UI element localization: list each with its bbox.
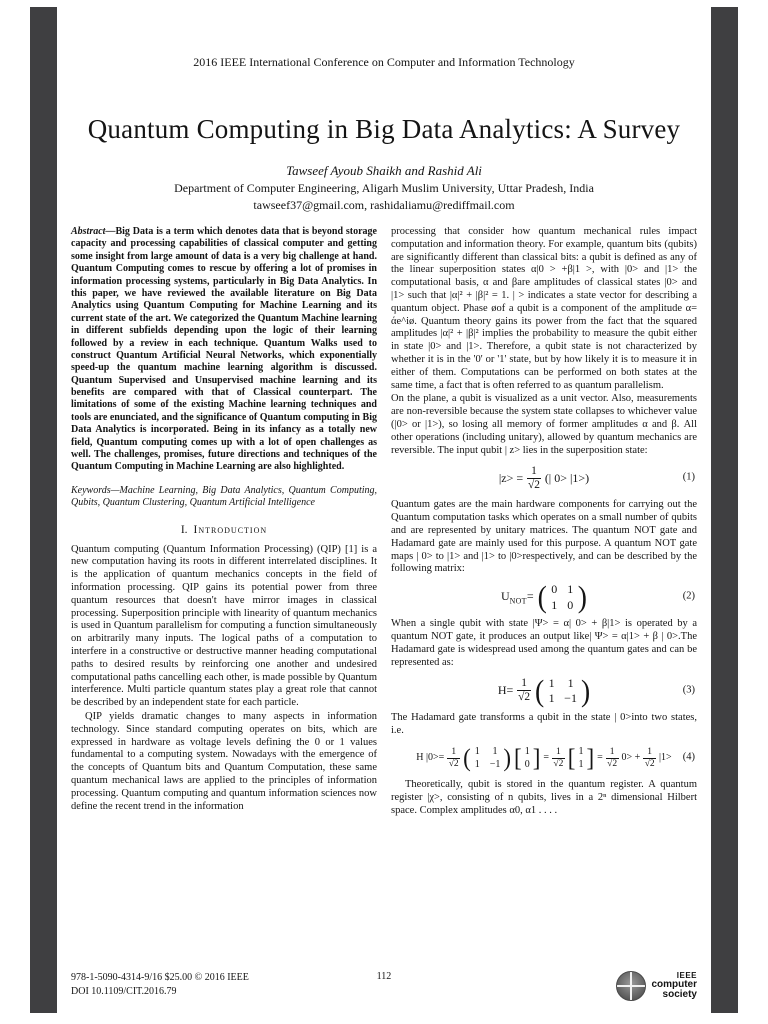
- equation-4: [391, 743, 697, 773]
- paper-title: Quantum Computing in Big Data Analytics: A Survey: [87, 114, 681, 144]
- eq4-vector-2: 1 1: [578, 745, 584, 770]
- affiliation-line: Department of Computer Engineering, Aligarh Muslim University, Uttar Pradesh, India: [174, 181, 594, 195]
- left-paren: (: [537, 579, 547, 615]
- keywords: Keywords—Machine Learning, Big Data Analytics, Quantum Computing, Qubits, Quantum Clustering, Quantum Artificial Intelligence: [71, 484, 377, 509]
- viewer-background-right: [711, 7, 738, 1013]
- left-bracket: [: [567, 743, 576, 772]
- abstract: [71, 226, 377, 474]
- ieee-cs-emblem-icon: [616, 971, 646, 1001]
- ieee-computer-society-logo: [616, 971, 697, 1001]
- eq3-matrix: 1 1 1 −1: [548, 675, 577, 706]
- eq1-rhs: (| 0> |1>): [544, 471, 590, 486]
- equation-1-number: (1): [682, 471, 695, 483]
- eq1-lhs: |z> =: [498, 471, 524, 486]
- equation-4-number: (4): [682, 752, 695, 764]
- equation-1: [391, 463, 697, 493]
- left-bracket: [: [514, 743, 522, 772]
- logo-society-text: society: [662, 989, 697, 1000]
- footer-right-block: [459, 971, 697, 1001]
- right-paragraph-1: processing that consider how quantum mechanical rules impact computation and information theory. For example, quantum bits (qubits) are significantly different than classical bits: a qubit is defined as any of the linear superposition states α|0 > +β|1 >, with |0> and |1> the computational basis, α and βare amplitudes of classical states |0> and |1> such that |α|² + |β|² = 1. | > indicates a state vector for describing a quantum object. Phase øof a qubit is a component of the amplitude α= άe^iø. Quantum theory gains its power from the fact that the squared amplitudes |α|² + |β|² implies the probability to measure the qubit either in state |0> and |1>. Therefore, a qubit state is not characterized by whether it is in the '0' or '1' state, but by how likely it is to measure it in either of them. Computations can be performed on both states at the same time, a fact that is often referred to as quantum parallelism.: [391, 226, 697, 391]
- equation-1-body: [499, 465, 589, 492]
- section-number: I.: [180, 523, 188, 536]
- right-paragraph-6: Theoretically, qubit is stored in the quantum register. A quantum register |χ>, consisting of n qubits, lives in a 2ⁿ dimensional Hilbert space. Complex amplitudes α0, α1 . . . .: [391, 779, 697, 816]
- abstract-text: Big Data is a term which denotes data that is beyond storage capacity and processing capabilities of classical computer and getting some insight from large amount of data is a very big challenge at hand. Quantum Computing comes to rescue by offering a lot of promises in information processing systems, particularly in Big Data Analytics. In this paper, we have reviewed the available literature on Big Data Analytics using Quantum Computing for Machine Learning and its current state of the art. We categorized the Quantum Machine learning in different subfields depending upon the logic of their learning followed by a review in each technique. Quantum Walks used to construct Quantum Artificial Neural Networks, which exponentially speed-up the quantum machine learning algorithm is discussed. Quantum Supervised and Unsupervised machine learning and its benefits are compared with that of Classical counterpart. The limitations of some of the existing Machine learning techniques and tools are enunciated, and the significance of Quantum computing in Big Data Analytics is incorporated. Being in its infancy as a totally new field, Quantum computing comes up with a lot of open challenges as well. The challenges, promises, future directions and techniques of the Quantum Computing in Machine Learning are also highlighted.: [71, 226, 377, 473]
- equals-sign: =: [597, 752, 603, 764]
- two-column-body: [71, 226, 697, 818]
- right-paren: ): [580, 672, 591, 708]
- equation-3-body: [497, 672, 591, 708]
- eq4-matrix: 1 1 1 −1: [474, 745, 501, 770]
- footer-copyright: 978-1-5090-4314-9/16 $25.00 © 2016 IEEE: [71, 972, 249, 983]
- equation-2-body: [500, 579, 587, 615]
- eq3-fraction: $\frac{1}{√2}$: [518, 677, 531, 704]
- section-title: Introduction: [193, 523, 268, 536]
- equation-3-number: (3): [682, 684, 695, 696]
- eq4-term-1: 0> +: [621, 752, 641, 764]
- author-emails: tawseef37@gmail.com, rashidaliamu@rediffmail.com: [253, 198, 515, 212]
- eq2-lhs: $U_{NOT}=$: [500, 588, 534, 606]
- right-paragraph-2: On the plane, a qubit is visualized as a unit vector. Also, measurements are non-reversible because the system state collapses to whichever value (|0> or |1>), so losing all memory of former amplitudes α and β. All other operations (including unitary), allowed by quantum mechanics are reversible. The input qubit | z> lies in the superposition state:: [391, 393, 697, 456]
- logo-ieee-text: IEEE: [676, 971, 697, 980]
- equals-sign: =: [543, 752, 550, 764]
- right-paragraph-4: When a single qubit with state |Ψ> = α| 0> + β|1> is operated by a quantum NOT gate, it produces an output like| Ψ> = α|1> + β | 0>.The Hadamard gate is widespread used among the quantum gates and can be represented as:: [391, 618, 697, 668]
- section-heading-introduction: [71, 523, 377, 537]
- intro-paragraph-1: Quantum computing (Quantum Information Processing) (QIP) [1] is a new computation having its roots in different interrelated disciplines. It is the application of quantum mechanics concepts in the field of information processing. QIP gains its potential power from three quantum resources that doesn't have mirror images in classical processing. Superposition principle with linearity of quantum mechanics is used in Quantum parallelism for computing a function simultaneously on arbitrarily many inputs. The logical paths of a computation to interfere in a constructive or destructive manner heading computational paths to desired results by reinforcing one another and undesired computational paths cancelling each other, is made possible by Quantum interference. Multi particle quantum states play a great role that cannot be described by an independent state for each particle.: [71, 543, 377, 709]
- intro-paragraph-2: QIP yields dramatic changes to many aspects in information technology. Since standard computing operates on bits, which are expressed in hardware as voltage levels defining the 0 or 1 values fundamental to a computing system. Nowadays with the emergence of the concepts of Quantum bits and Quantum Computation, these same quantum mechanical laws are applied to the principles of information processing. Quantum computing and quantum information sciences now define the recent trend in the information: [71, 710, 377, 812]
- eq4-vector-1: 1 0: [524, 745, 530, 770]
- right-paren: ): [577, 579, 587, 615]
- eq4-term-2: |1>: [659, 752, 672, 764]
- left-column: [71, 226, 377, 818]
- eq1-fraction: $\frac{1}{√2}$: [527, 464, 540, 491]
- eq2-matrix: 0 1 1 0: [551, 582, 574, 612]
- right-paragraph-5: The Hadamard gate transforms a qubit in the state | 0>into two states, i.e.: [391, 711, 697, 736]
- paper-page: [57, 7, 711, 1013]
- equation-2: [391, 579, 697, 615]
- right-column: [391, 226, 697, 818]
- right-paragraph-3: Quantum gates are the main hardware components for carrying out the Quantum computation tasks which operates on a small number of qubits and are represented by unitary matrices. The quantum NOT gate and Hadamard gate are mainly used for this purpose. A quantum NOT gate maps | 0> to |1> and |1> to |0>respectively, and can be described by the following matrix:: [391, 499, 697, 575]
- left-paren: (: [534, 672, 545, 708]
- equation-4-body: H |0>= $\frac{1}{√2}$ ( 1 1 1 −1 ) [ 1 0 ] = $\frac{1}{√2}$ [ 1 1 ] = $\frac{1}{√2}$ 0> + $\frac{1}{√2}$ |1>: [416, 743, 672, 772]
- equation-3: [391, 672, 697, 708]
- paper-footer: [71, 971, 697, 1001]
- left-paren: (: [463, 743, 471, 772]
- footer-doi: DOI 10.1109/CIT.2016.79: [71, 986, 177, 997]
- conference-header: 2016 IEEE International Conference on Computer and Information Technology: [193, 55, 575, 69]
- eq4-lhs: H |0>=: [416, 752, 445, 764]
- eq3-lhs: H=: [497, 683, 514, 698]
- abstract-label: Abstract—: [71, 226, 116, 237]
- right-paren: ): [503, 743, 512, 772]
- logo-computer-text: computer: [651, 979, 697, 990]
- right-bracket: ]: [532, 743, 541, 772]
- equation-2-number: (2): [682, 590, 695, 602]
- viewer-background-left: [30, 7, 57, 1013]
- footer-left-block: [71, 971, 309, 999]
- right-bracket: ]: [586, 743, 595, 772]
- ieee-cs-logo-text: [651, 972, 697, 1000]
- authors-line: Tawseef Ayoub Shaikh and Rashid Ali: [286, 163, 482, 178]
- page-number: 112: [376, 971, 392, 982]
